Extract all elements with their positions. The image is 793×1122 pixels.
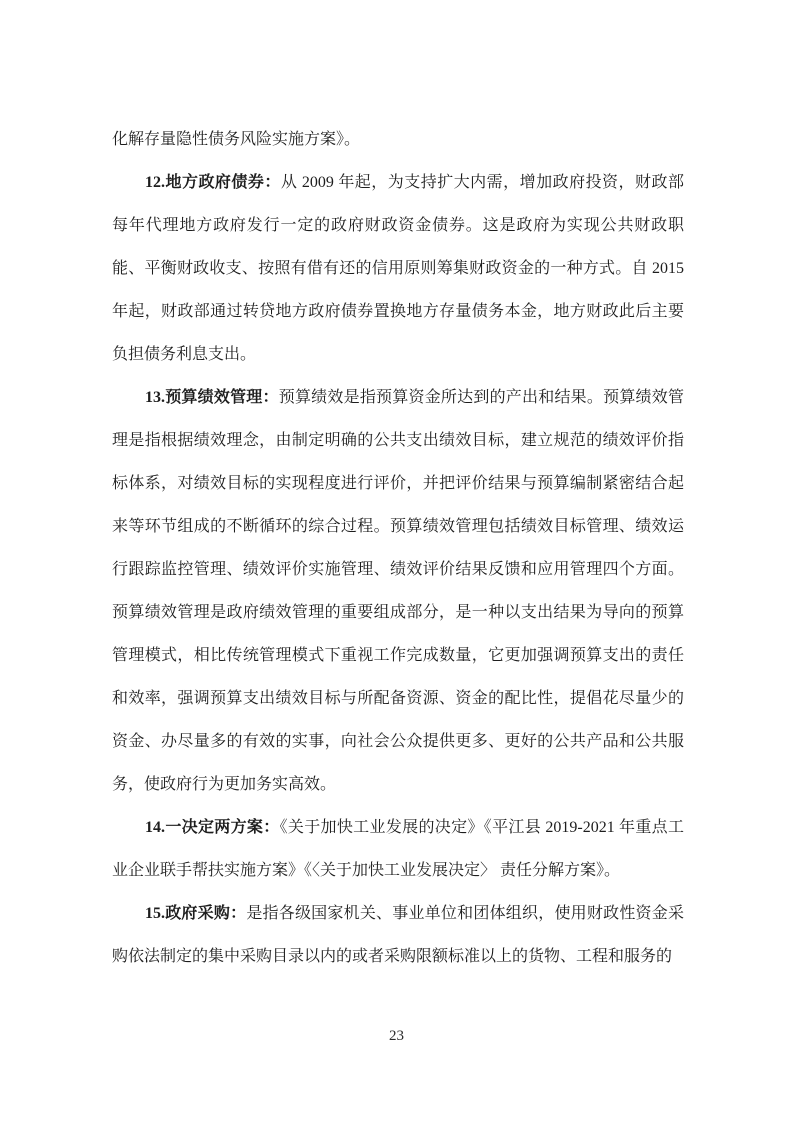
paragraph-budget-performance-management [112,376,684,806]
paragraph-lead: 15.政府采购： [145,905,247,922]
paragraph-continuation [112,118,684,161]
paragraph-text: 从 2009 年起，为支持扩大内需，增加政府投资，财政部每年代理地方政府发行一定的政府财政资金债券。这是政府为实现公共财政职能、平衡财政收支、按照有借有还的信用原则筹集财政资金的一种方式。自 2015 年起，财政部通过转贷地方政府债券置换地方存量债务本金，地方财政此后主要负担债务利息支出。 [112,174,684,363]
paragraph-lead: 13.预算绩效管理： [145,389,279,406]
document-body [112,118,684,978]
paragraph-local-government-bonds [112,161,684,376]
paragraph-one-decision-two-plans [112,806,684,892]
paragraph-lead: 12.地方政府债券： [145,174,281,191]
paragraph-government-procurement [112,892,684,978]
paragraph-text: 《关于加快工业发展的决定》《平江县 2019-2021 年重点工业企业联手帮扶实施方案》《〈关于加快工业发展决定〉 责任分解方案》。 [112,819,684,879]
paragraph-text: 化解存量隐性债务风险实施方案》。 [112,131,361,148]
paragraph-lead: 14.一决定两方案： [145,819,280,836]
paragraph-text: 是指各级国家机关、事业单位和团体组织，使用财政性资金采购依法制定的集中采购目录以内的或者采购限额标准以上的货物、工程和服务的 [112,905,684,965]
page-number: 23 [389,1028,404,1044]
paragraph-text: 预算绩效是指预算资金所达到的产出和结果。预算绩效管理是指根据绩效理念，由制定明确的公共支出绩效目标，建立规范的绩效评价指标体系，对绩效目标的实现程度进行评价，并把评价结果与预算编制紧密结合起来等环节组成的不断循环的综合过程。预算绩效管理包括绩效目标管理、绩效运行跟踪监控管理、绩效评价实施管理、绩效评价结果反馈和应用管理四个方面。预算绩效管理是政府绩效管理的重要组成部分，是一种以支出结果为导向的预算管理模式，相比传统管理模式下重视工作完成数量，它更加强调预算支出的责任和效率，强调预算支出绩效目标与所配备资源、资金的配比性，提倡花尽量少的资金、办尽量多的有效的实事，向社会公众提供更多、更好的公共产品和公共服务，使政府行为更加务实高效。 [112,389,684,793]
